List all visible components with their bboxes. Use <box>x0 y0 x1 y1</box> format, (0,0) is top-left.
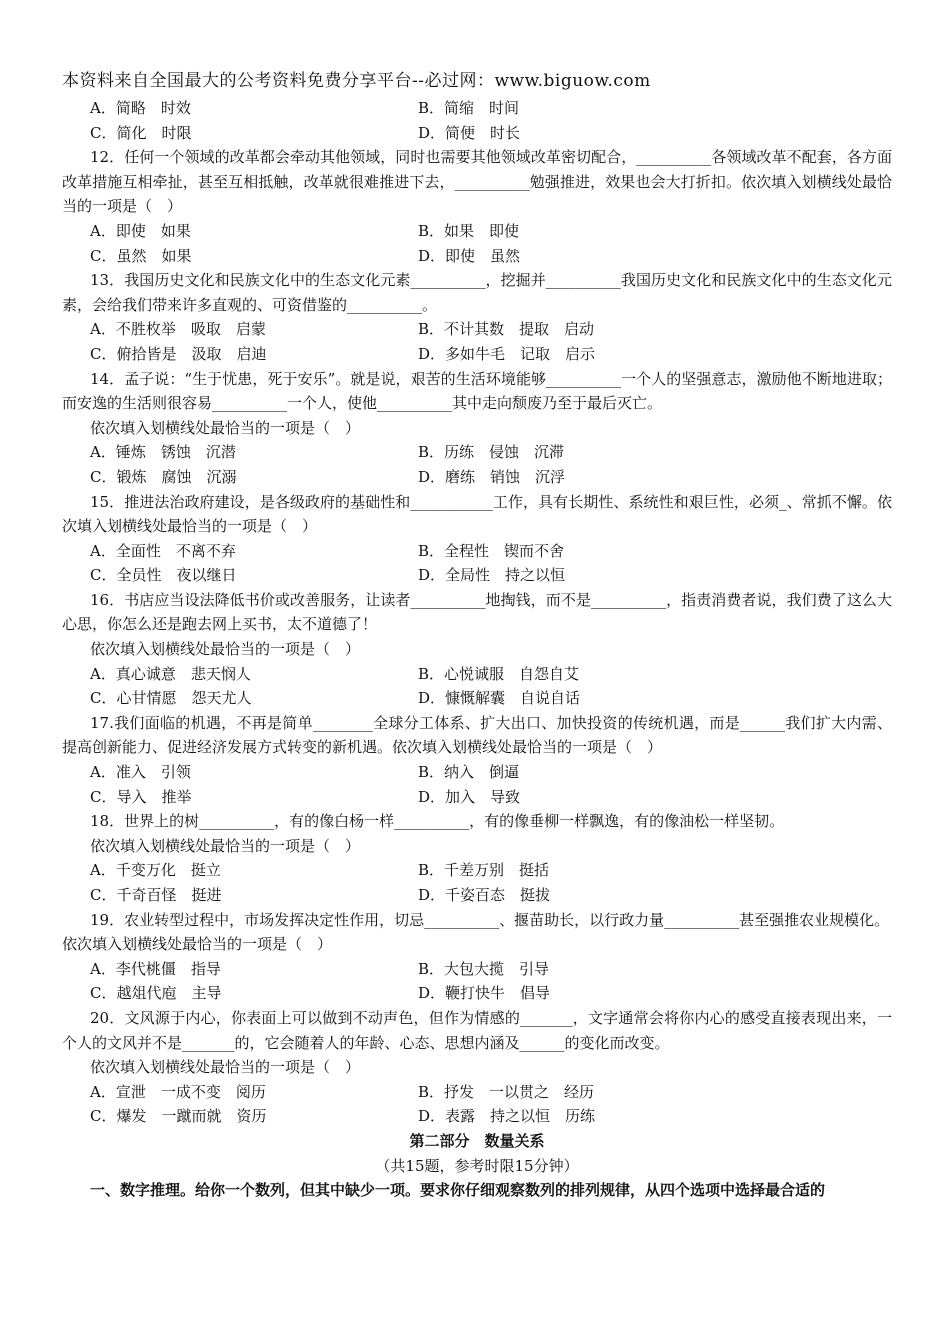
option-a: A．简略 时效 <box>90 99 191 117</box>
options-row <box>62 858 892 883</box>
options-row <box>62 785 892 810</box>
options-row <box>62 981 892 1006</box>
options-row <box>62 465 892 490</box>
options-row <box>62 563 892 588</box>
question-19-prompt: 依次填入划横线处最恰当的一项是（ ） <box>62 935 333 954</box>
option-a: A．锤炼 锈蚀 沉潜 <box>90 443 236 462</box>
options-row <box>62 440 892 465</box>
option-d: D．千姿百态 挺拔 <box>418 886 551 904</box>
option-c: C．越俎代庖 主导 <box>90 984 222 1003</box>
option-b: B．抒发 一以贯之 经历 <box>418 1082 595 1101</box>
option-b: B．全程性 锲而不舍 <box>418 541 565 560</box>
question-17-stem: 17.我们面临的机遇，不再是简单________全球分工体系、扩大出口、加快投资的传统机遇，而是______我们扩大内需、提高创新能力、促进经济发展方式转变的新机遇。依次填入划横线处最恰当的一项是（ ） <box>62 713 892 757</box>
question-20-stem: 20．文风源于内心，你表面上可以做到不动声色，但作为情感的_______，文字通常会将你内心的感受直接表现出来，一个人的文风并不是_______的，它会随着人的年龄、心态、思想内涵及______的变化而改变。 <box>62 1008 892 1052</box>
options-row <box>62 1080 892 1105</box>
option-c: C．虽然 如果 <box>90 246 192 265</box>
option-d: D．慷慨解囊 自说自话 <box>418 689 581 708</box>
option-d: D．即使 虽然 <box>418 246 521 265</box>
options-row <box>62 662 892 687</box>
options-row <box>62 317 892 342</box>
option-d: D．加入 导致 <box>418 787 521 806</box>
option-a: A．全面性 不离不弃 <box>90 541 236 560</box>
option-b: B．大包大揽 引导 <box>418 959 550 978</box>
section-title: 第二部分 数量关系 <box>409 1131 545 1150</box>
option-c: C．简化 时限 <box>90 123 192 142</box>
question-13-stem: 13．我国历史文化和民族文化中的生态文化元素__________，挖掘并__________我国历史文化和民族文化中的生态文化元素，会给我们带来许多直观的、可资借鉴的__________。 <box>62 271 892 314</box>
question-12-stem: 12．任何一个领域的改革都会牵动其他领域，同时也需要其他领域改革密切配合，__________各领域改革不配套，各方面改革措施互相牵扯，甚至互相抵触，改革就很难推进下去，__________勉强推进，效果也会大打折扣。依次填入划横线处最恰当的一项是（ ） <box>62 148 892 216</box>
option-d: D．全局性 持之以恒 <box>418 566 566 585</box>
option-c: C．千奇百怪 挺进 <box>90 886 222 904</box>
option-b: B．千差万别 挺括 <box>418 861 550 880</box>
question-18-stem: 18．世界上的树__________，有的像白杨一样__________，有的像垂柳一样飘逸，有的像油松一样坚韧。 <box>90 812 785 831</box>
option-d: D．鞭打快牛 倡导 <box>418 984 551 1003</box>
option-c: C．俯拾皆是 汲取 启迪 <box>90 344 267 363</box>
option-a: A．不胜枚举 吸取 启蒙 <box>90 320 266 339</box>
option-c: C．爆发 一蹴而就 资历 <box>90 1107 267 1126</box>
section-instruction: 一、数字推理。给你一个数列，但其中缺少一项。要求你仔细观察数列的排列规律，从四个选项中选择最合适的 <box>90 1181 826 1200</box>
option-b: B．纳入 倒逼 <box>418 763 520 782</box>
options-row <box>62 121 892 146</box>
option-c: C．全员性 夜以继日 <box>90 566 237 585</box>
question-15-stem: 15．推进法治政府建设，是各级政府的基础性和___________工作，具有长期性、系统性和艰巨性，必须_、常抓不懈。依次填入划横线处最恰当的一项是（ ） <box>62 492 892 536</box>
section-subtitle: （共15题，参考时限15分钟） <box>375 1156 579 1175</box>
option-a: A．千变万化 挺立 <box>90 861 221 880</box>
option-b: B．不计其数 提取 启动 <box>418 320 595 339</box>
question-16-prompt: 依次填入划横线处最恰当的一项是（ ） <box>90 640 361 659</box>
option-b: B．历练 侵蚀 沉滞 <box>418 443 565 462</box>
option-a: A．即使 如果 <box>90 221 191 240</box>
option-a: A．真心诚意 悲天悯人 <box>90 664 251 683</box>
option-b: B．如果 即使 <box>418 221 520 240</box>
option-d: D．简便 时长 <box>418 123 521 142</box>
option-a: A．准入 引领 <box>90 763 191 782</box>
option-b: B．心悦诚服 自怨自艾 <box>418 664 580 683</box>
document-body <box>62 96 892 1203</box>
option-d: D．表露 持之以恒 历练 <box>418 1107 596 1126</box>
options-row <box>62 957 892 982</box>
options-row <box>62 883 892 908</box>
question-14-prompt: 依次填入划横线处最恰当的一项是（ ） <box>90 418 361 437</box>
option-a: A．宣泄 一成不变 阅历 <box>90 1082 266 1101</box>
option-c: C．锻炼 腐蚀 沉溺 <box>90 467 237 486</box>
question-16-stem: 16．书店应当设法降低书价或改善服务，让读者__________地掏钱，而不是__________，指责消费者说，我们费了这么大心思，你怎么还是跑去网上买书，太不道德了！ <box>62 590 892 634</box>
option-c: C．心甘情愿 怨天尤人 <box>90 689 252 708</box>
options-row <box>62 539 892 564</box>
option-d: D．磨练 销蚀 沉浮 <box>418 467 566 486</box>
source-header: 本资料来自全国最大的公考资料免费分享平台--必过网：www.biguow.com <box>62 71 651 91</box>
options-row <box>62 342 892 367</box>
option-b: B．简缩 时间 <box>418 99 520 117</box>
options-row <box>62 96 892 121</box>
question-14-stem: 14．孟子说：“生于忧患，死于安乐”。就是说，艰苦的生活环境能够__________一个人的坚强意志，激励他不断地进取；而安逸的生活则很容易__________一个人，使他__________其中走向颓废乃至于最后灭亡。 <box>62 369 892 413</box>
question-19-stem: 19．农业转型过程中，市场发挥决定性作用，切忌__________、揠苗助长，以行政力量__________甚至强推农业规模化。 <box>90 910 890 929</box>
question-18-prompt: 依次填入划横线处最恰当的一项是（ ） <box>90 836 361 855</box>
options-row <box>62 244 892 269</box>
options-row <box>62 686 892 711</box>
options-row <box>62 760 892 785</box>
option-a: A．李代桃僵 指导 <box>90 959 221 978</box>
question-20-prompt: 依次填入划横线处最恰当的一项是（ ） <box>90 1058 361 1077</box>
option-c: C．导入 推举 <box>90 787 192 806</box>
option-d: D．多如牛毛 记取 启示 <box>418 344 596 363</box>
options-row <box>62 1104 892 1129</box>
options-row <box>62 219 892 244</box>
